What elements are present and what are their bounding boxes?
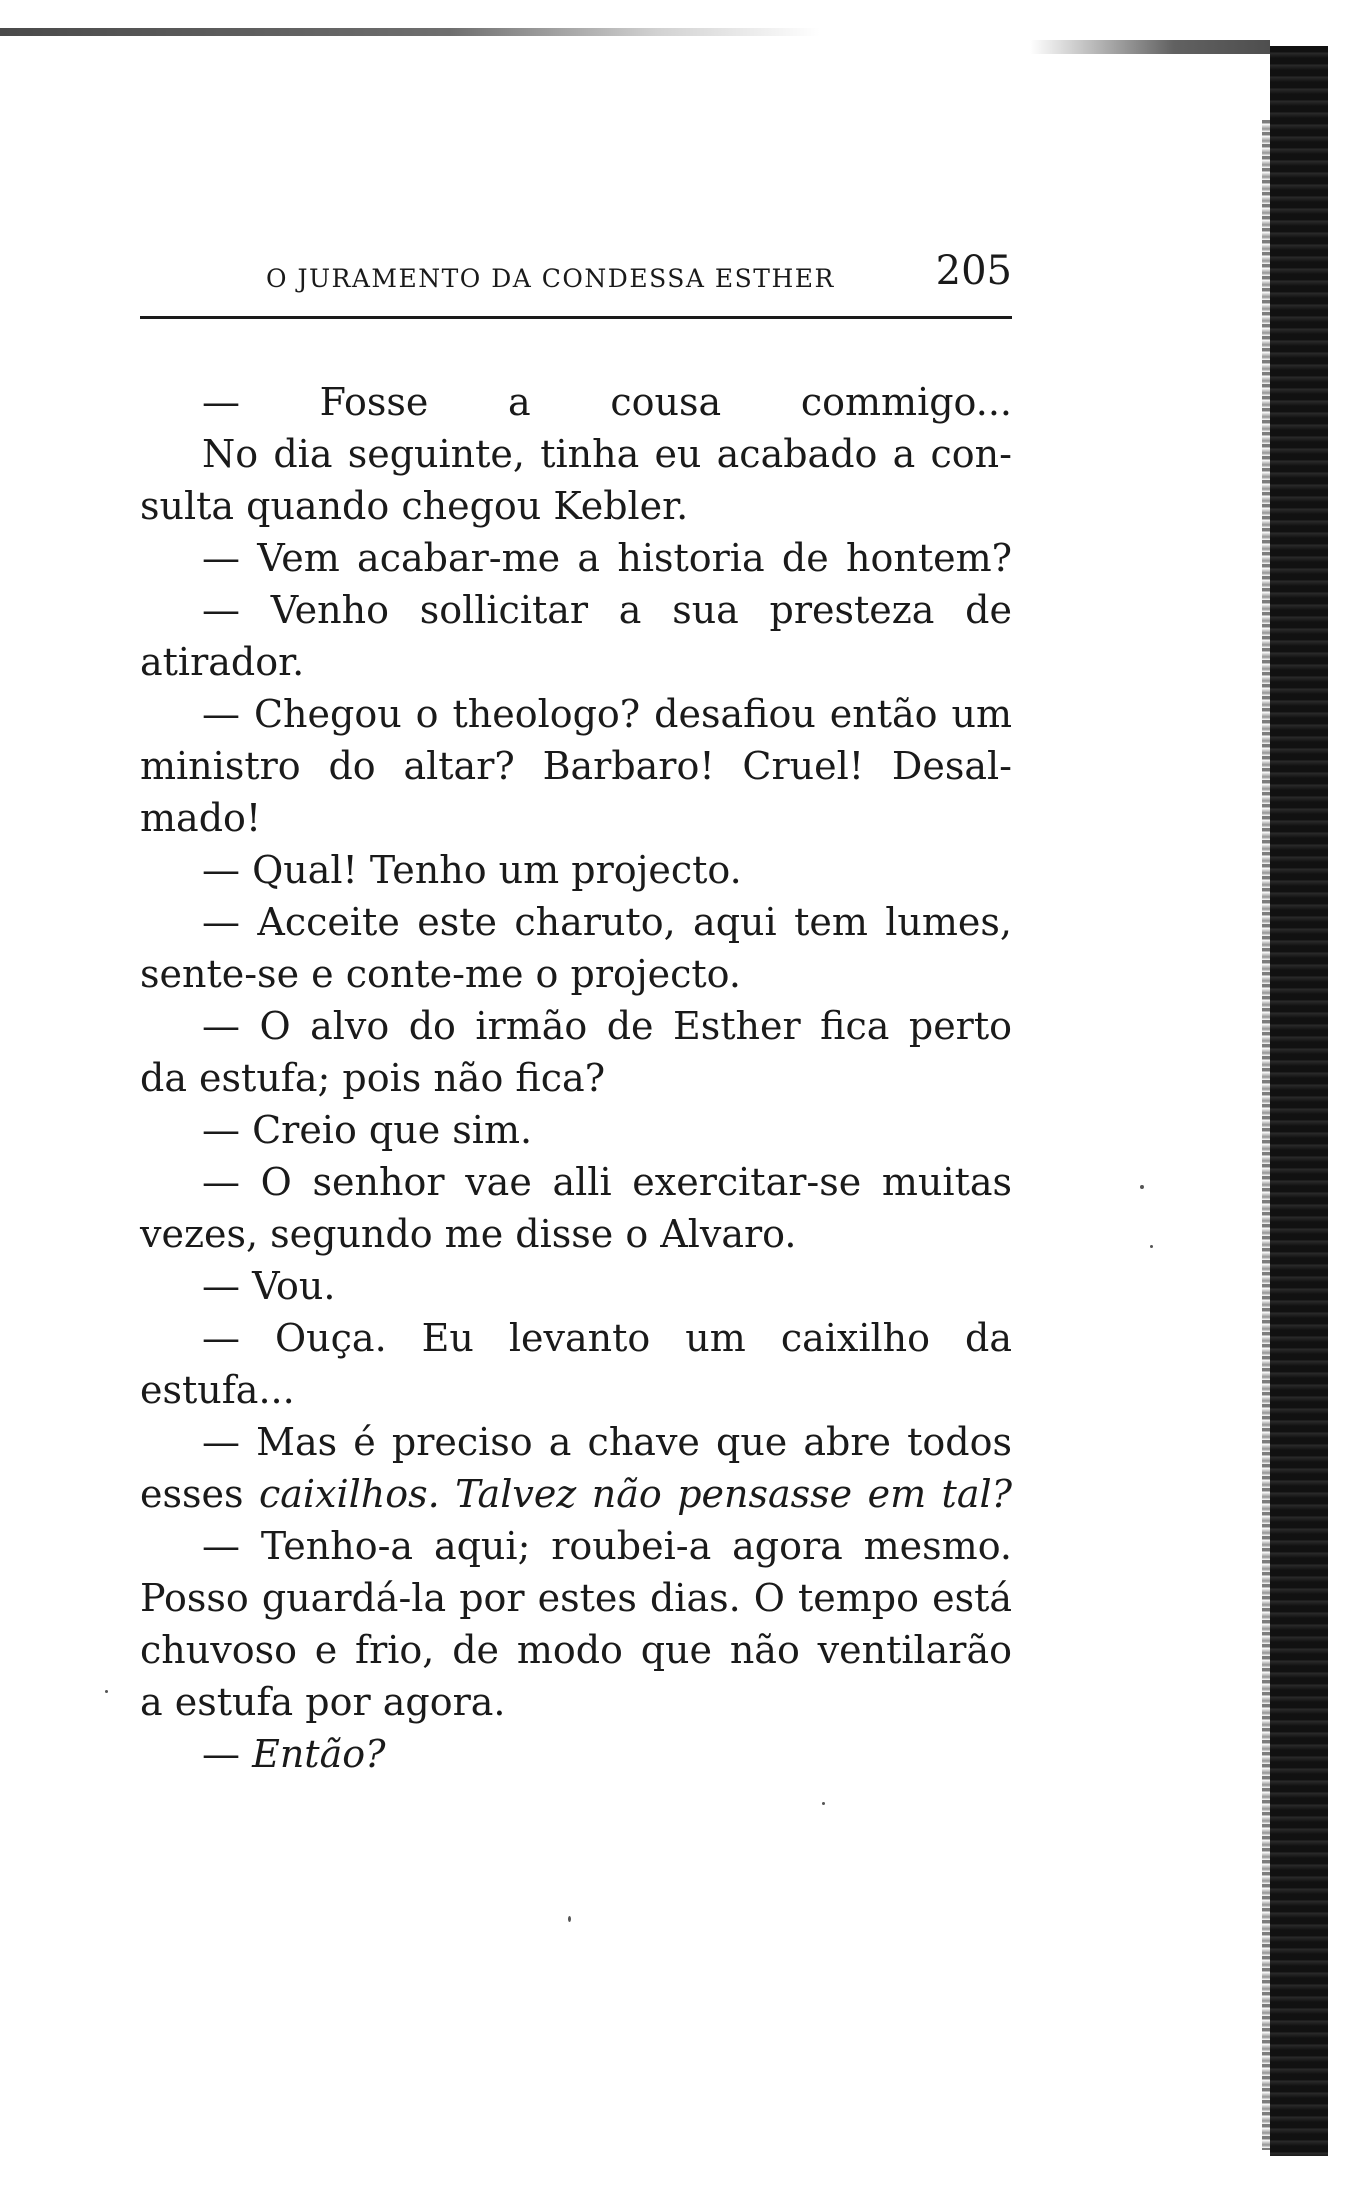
page-header (140, 248, 1020, 308)
text-line: No dia seguinte, tinha eu acabado a con- (202, 432, 1012, 476)
header-rule (140, 316, 1012, 319)
text-line: sulta quando chegou Kebler. (140, 484, 689, 528)
text-line: — Tenho-a aqui; roubei-a agora mesmo. (202, 1524, 1012, 1568)
text-line: — Vou. (202, 1264, 336, 1308)
italic-word: Então? (252, 1732, 386, 1776)
text-line: da estufa; pois não fica? (140, 1056, 606, 1100)
text-line: chuvoso e frio, de modo que não ventilarão (140, 1628, 1012, 1672)
text-line: mado! (140, 796, 262, 840)
running-title: O JURAMENTO DA CONDESSA ESTHER (266, 264, 835, 293)
scan-top-right-shadow (1030, 40, 1270, 54)
text-line: — Fosse a cousa commigo... (202, 380, 1012, 424)
scan-speck (1150, 1245, 1153, 1248)
text-line: vezes, segundo me disse o Alvaro. (140, 1212, 797, 1256)
text-line: — O senhor vae alli exercitar-se muitas (202, 1160, 1012, 1204)
italic-phrase: caixilhos. Talvez não pensasse em tal? (258, 1472, 1013, 1516)
text-line: — Creio que sim. (202, 1108, 533, 1152)
text-line: ministro do altar? Barbaro! Cruel! Desal- (140, 744, 1012, 788)
scan-speck (1140, 1185, 1144, 1189)
text-line: — Qual! Tenho um projecto. (202, 848, 742, 892)
scan-top-edge (0, 28, 820, 36)
page-number: 205 (935, 248, 1012, 294)
text-line: atirador. (140, 640, 305, 684)
page-binding-edge (1270, 46, 1328, 2156)
body-text (140, 376, 1012, 1780)
text-line: — O alvo do irmão de Esther fica perto (202, 1004, 1012, 1048)
text-line: esses caixilhos. Talvez não pensasse em tal? (140, 1472, 1013, 1516)
text-line: sente-se e conte-me o projecto. (140, 952, 741, 996)
text-line: — Vem acabar-me a historia de hontem? (202, 536, 1012, 580)
scan-speck (105, 1690, 108, 1693)
text-line: — Ouça. Eu levanto um caixilho da (202, 1316, 1012, 1360)
scan-speck (822, 1802, 825, 1805)
text-line: a estufa por agora. (140, 1680, 506, 1724)
text-line: estufa... (140, 1368, 295, 1412)
text-line: — Então? (202, 1732, 386, 1776)
text-line: Posso guardá-la por estes dias. O tempo está (140, 1576, 1012, 1620)
scan-speck (568, 1916, 571, 1922)
text-line: — Acceite este charuto, aqui tem lumes, (202, 900, 1012, 944)
text-line: — Chegou o theologo? desafiou então um (202, 692, 1012, 736)
text-line: — Mas é preciso a chave que abre todos (202, 1420, 1012, 1464)
text-line: — Venho sollicitar a sua presteza de (202, 588, 1012, 632)
